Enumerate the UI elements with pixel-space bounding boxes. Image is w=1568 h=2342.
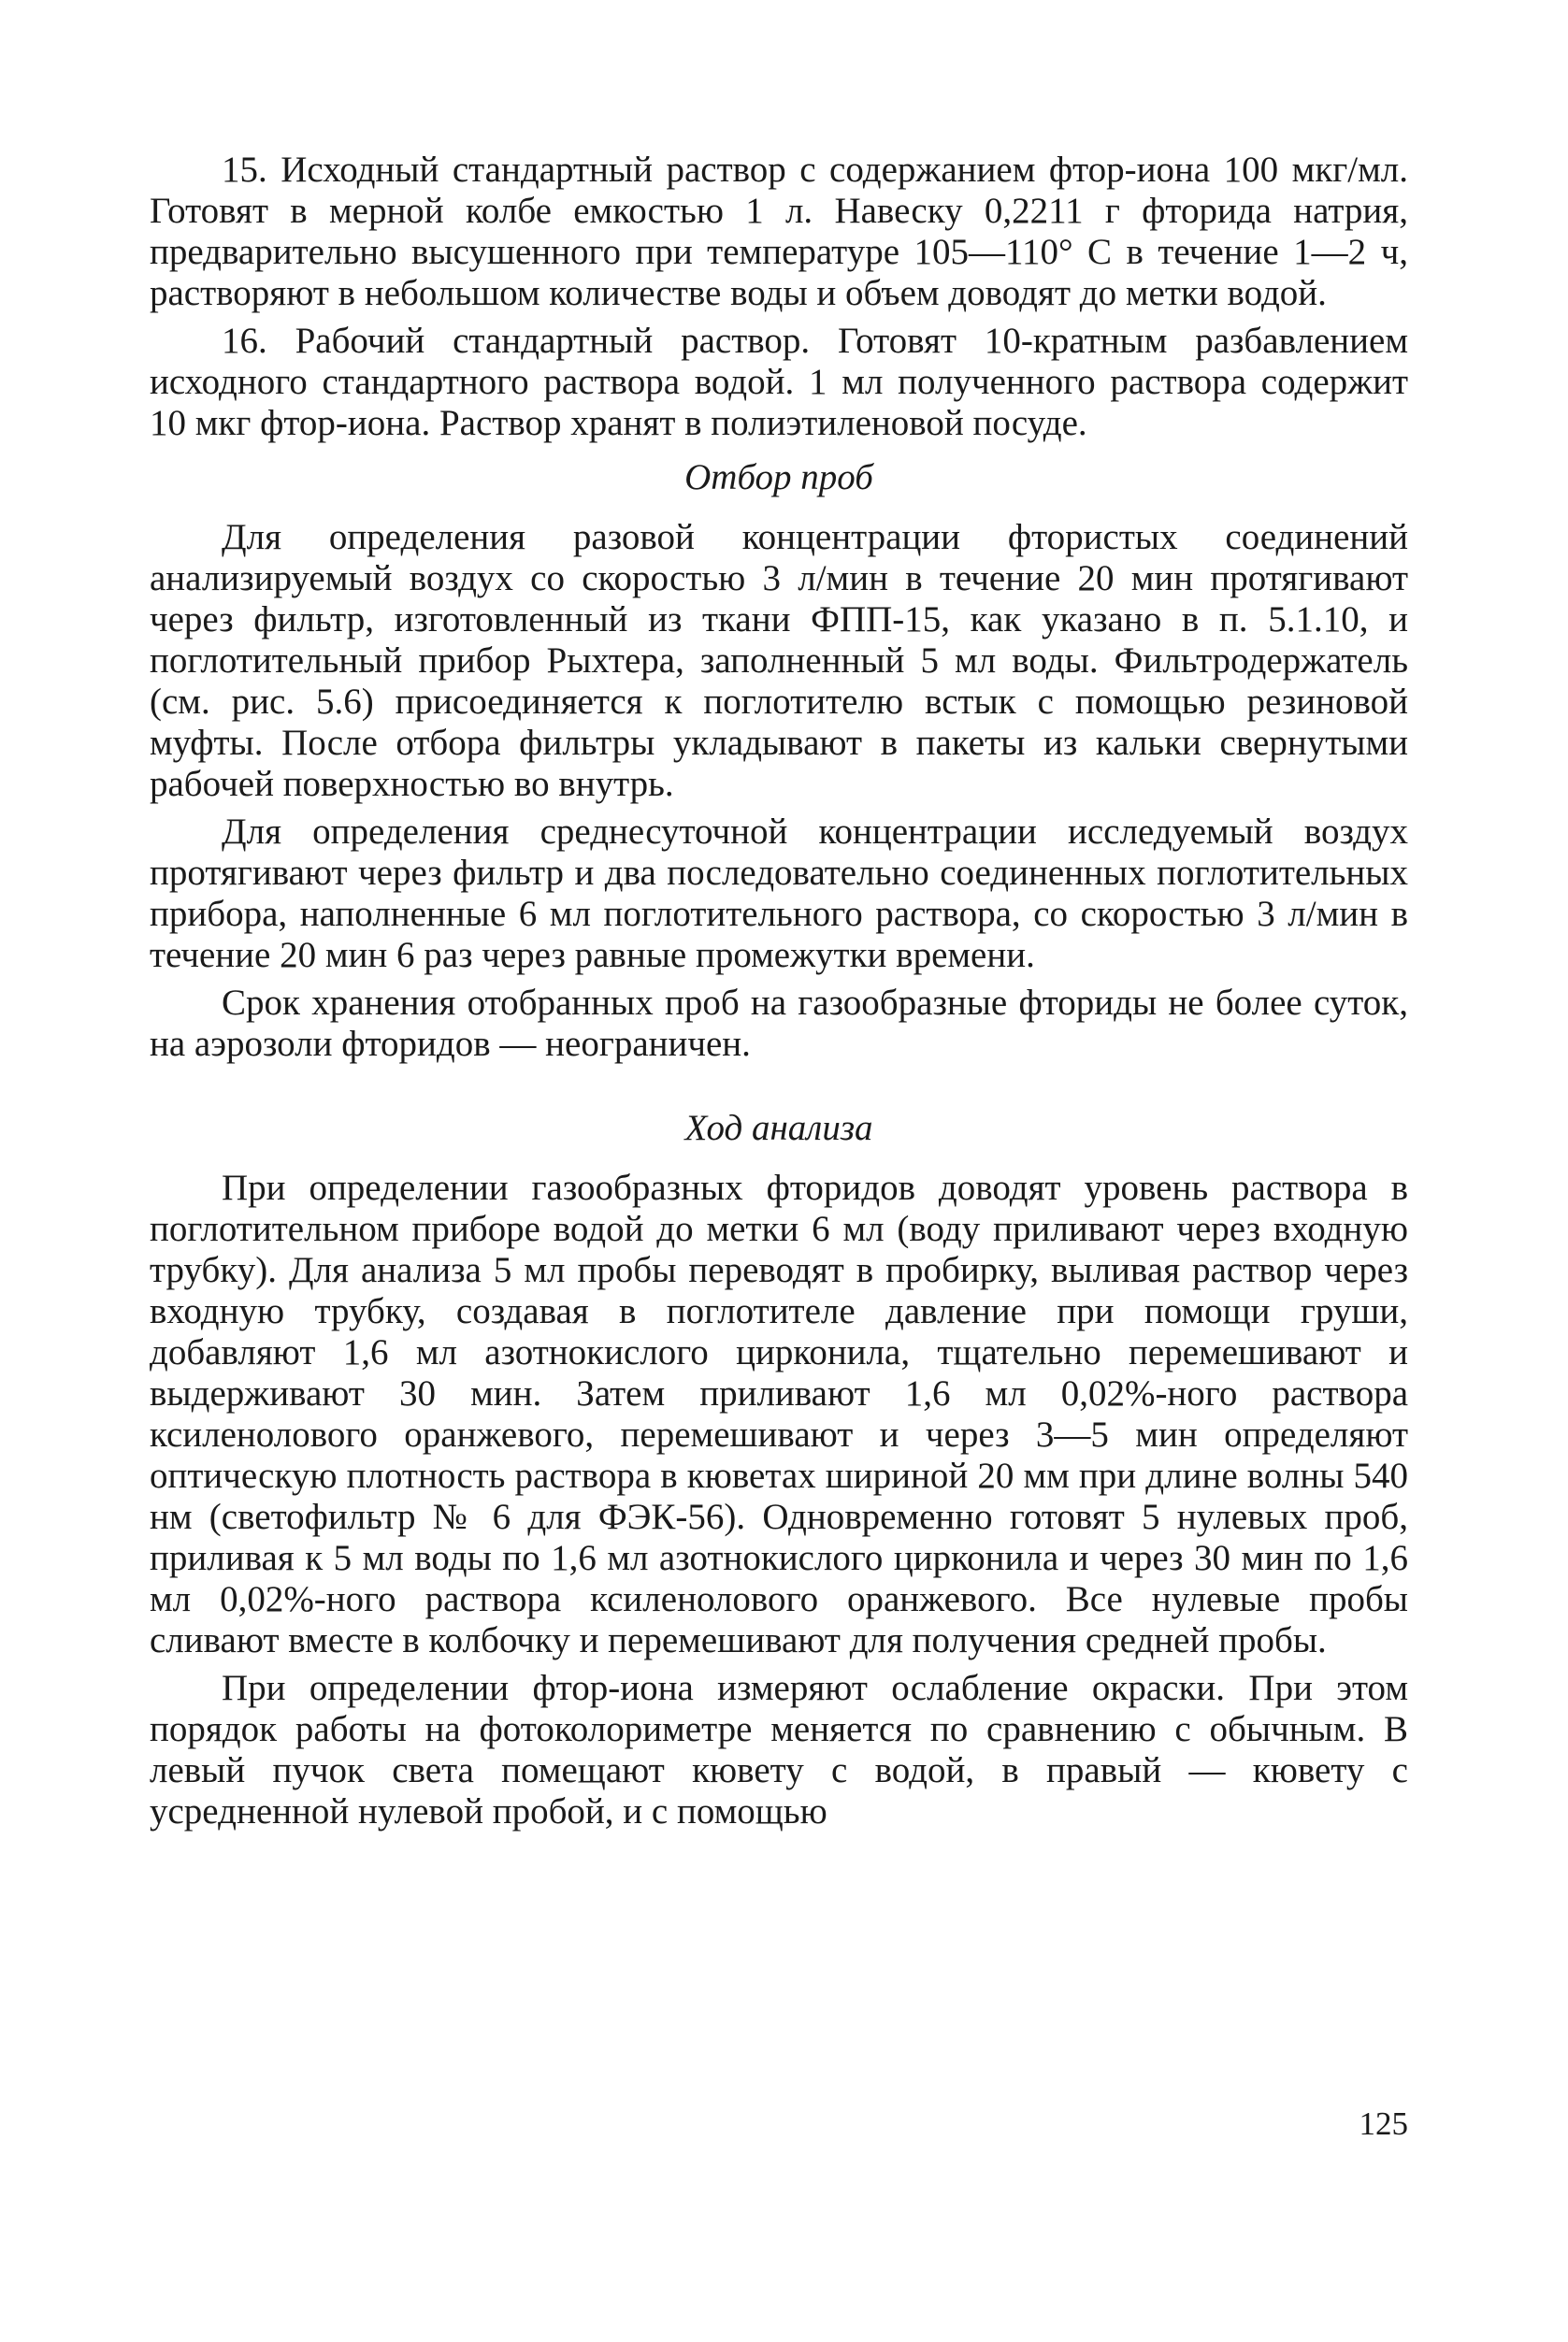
section-heading-sampling: Отбор проб [684,457,873,497]
page-body [150,150,1408,1839]
paragraph-sampling-daily: Для определения среднесуточной концентрации исследуемый воздух протягивают через фильтр и два последовательно соединенных поглотительных прибора, наполненные 6 мл поглотительного раствора, со скоростью 3 л/мин в течение 20 мин 6 раз через равные промежутки времени. [150,812,1408,975]
paragraph-working-solution: 16. Рабочий стандартный раствор. Готовят 10-кратным разбавлением исходного стандартного раствора водой. 1 мл полученного раствора содержит 10 мкг фтор-иона. Раствор хранят в полиэтиленовой посуде. [150,321,1408,443]
paragraph-analysis-fluoride-ion: При определении фтор-иона измеряют ослабление окраски. При этом порядок работы на фотоколориметре меняется по сравнению с обычным. В левый пучок света помещают кювету с водой, в правый — кювету с усредненной нулевой пробой, и с помощью [150,1668,1408,1832]
page-number: 125 [1359,2105,1408,2142]
paragraph-sampling-storage: Срок хранения отобранных проб на газообразные фториды не более суток, на аэрозоли фторидов — неограничен. [150,983,1408,1064]
paragraph-stock-solution: 15. Исходный стандартный раствор с содержанием фтор-иона 100 мкг/мл. Готовят в мерной колбе емкостью 1 л. Навеску 0,2211 г фторида натрия, предварительно высушенного при температуре 105—110° С в течение 1—2 ч, растворяют в небольшом количестве воды и объем доводят до метки водой. [150,150,1408,313]
section-heading-analysis: Ход анализа [684,1108,873,1148]
paragraph-analysis-gaseous: При определении газообразных фторидов доводят уровень раствора в поглотительном приборе водой до метки 6 мл (воду приливают через входную трубку). Для анализа 5 мл пробы переводят в пробирку, выливая раствор через входную трубку, создавая в поглотителе давление при помощи груши, добавляют 1,6 мл азотнокислого цирконила, тщательно перемешивают и выдерживают 30 мин. Затем приливают 1,6 мл 0,02%-ного раствора ксиленолового оранжевого, перемешивают и через 3—5 мин определяют оптическую плотность раствора в кюветах шириной 20 мм при длине волны 540 нм (светофильтр № 6 для ФЭК-56). Одновременно готовят 5 нулевых проб, приливая к 5 мл воды по 1,6 мл азотнокислого цирконила и через 30 мин по 1,6 мл 0,02%-ного раствора ксиленолового оранжевого. Все нулевые пробы сливают вместе в колбочку и перемешивают для получения средней пробы. [150,1168,1408,1660]
paragraph-sampling-single: Для определения разовой концентрации фтористых соединений анализируемый воздух со скоростью 3 л/мин в течение 20 мин протягивают через фильтр, изготовленный из ткани ФПП-15, как указано в п. 5.1.10, и поглотительный прибор Рыхтера, заполненный 5 мл воды. Фильтродержатель (см. рис. 5.6) присоединяется к поглотителю встык с помощью резиновой муфты. После отбора фильтры укладывают в пакеты из кальки свернутыми рабочей поверхностью во внутрь. [150,517,1408,804]
